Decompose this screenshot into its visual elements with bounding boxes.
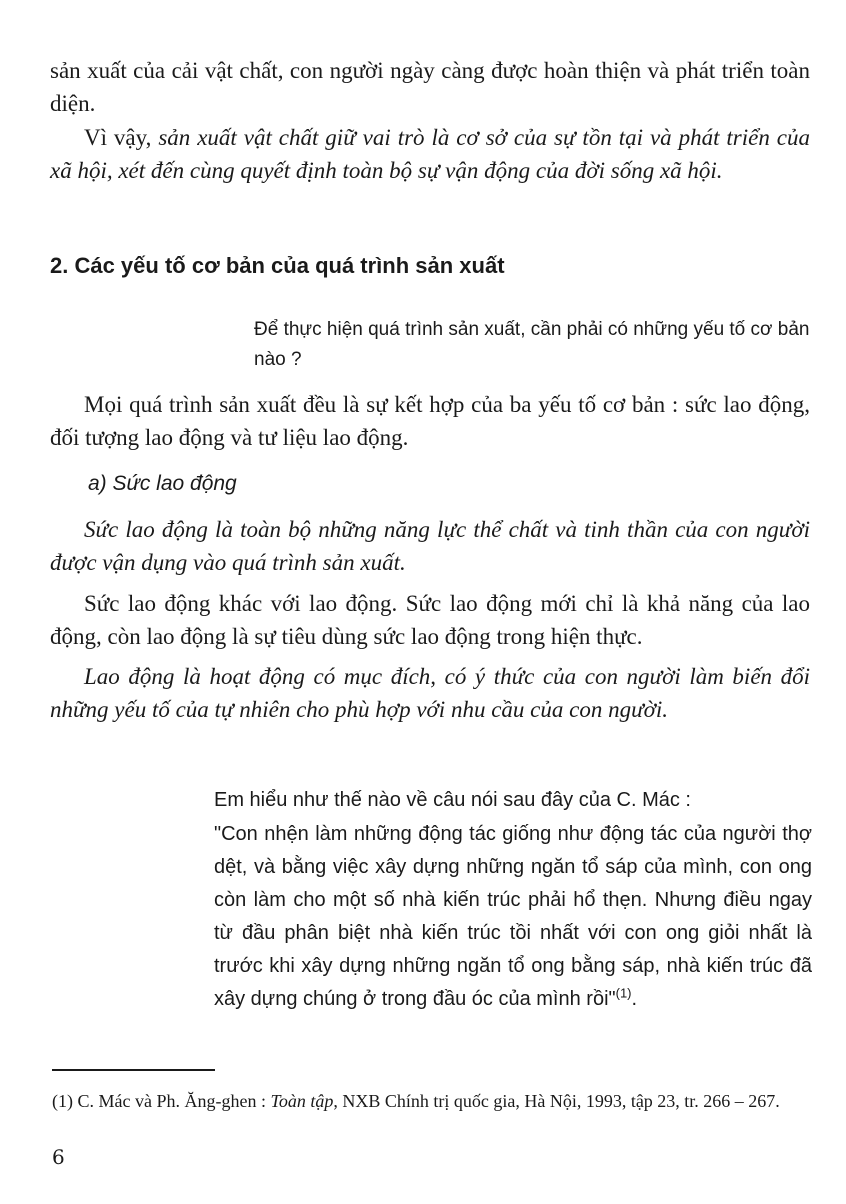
labour-definition-paragraph: Lao động là hoạt động có mục đích, có ý thức của con người làm biến đổi những yếu tố của tự nhiên cho phù hợp với nhu cầu của con người. [50, 664, 810, 722]
footnote-marker: (1) [52, 1091, 73, 1111]
footnote-authors: C. Mác và Ph. Ăng-ghen : [73, 1091, 271, 1111]
footnote-reference: (1) [615, 985, 632, 1001]
marx-quote-text: "Con nhện làm những động tác giống như động tác của người thợ dệt, và bằng việc xây dựng những ngăn tổ sáp của mình, con ong còn làm cho một số nhà kiến trúc phải hổ thẹn. Nhưng điều ngay từ đầu phân biệt nhà kiến trúc tồi nhất với con ong giỏi nhất là trước khi xây dựng những ngăn tổ ong bằng sáp, nhà kiến trúc đã xây dựng chúng ở trong đầu óc của mình rồi" [214, 823, 812, 1010]
footnote-divider [52, 1069, 215, 1071]
subheading: a) Sức lao động [88, 472, 237, 495]
page-number: 6 [52, 1145, 65, 1169]
intro-paragraph: sản xuất của cải vật chất, con người ngày càng được hoàn thiện và phát triển toàn diện. [50, 58, 810, 116]
conclusion-lead: Vì vậy, [84, 125, 159, 150]
footnote-work: Toàn tập [270, 1091, 334, 1111]
footnote-details: , NXB Chính trị quốc gia, Hà Nội, 1993, tập 23, tr. 266 – 267. [333, 1091, 780, 1111]
marx-quote [214, 818, 812, 1016]
distinction-paragraph: Sức lao động khác với lao động. Sức lao động mới chỉ là khả năng của lao động, còn lao động là sự tiêu dùng sức lao động trong hiện thực. [50, 591, 810, 649]
section-heading: 2. Các yếu tố cơ bản của quá trình sản xuất [50, 253, 505, 278]
footnote [52, 1088, 812, 1115]
elements-paragraph: Mọi quá trình sản xuất đều là sự kết hợp của ba yếu tố cơ bản : sức lao động, đối tượng lao động và tư liệu lao động. [50, 392, 810, 450]
quote-period: . [631, 988, 638, 1010]
conclusion-paragraph [50, 121, 810, 187]
definition-paragraph: Sức lao động là toàn bộ những năng lực thể chất và tinh thần của con người được vận dụng vào quá trình sản xuất. [50, 517, 810, 575]
conclusion-italic: sản xuất vật chất giữ vai trò là cơ sở của sự tồn tại và phát triển của xã hội, xét đến cùng quyết định toàn bộ sự vận động của đời sống xã hội. [50, 125, 810, 183]
exercise-prompt: Em hiểu như thế nào về câu nói sau đây của C. Mác : [214, 789, 691, 811]
guiding-question: Để thực hiện quá trình sản xuất, cần phải có những yếu tố cơ bản nào ? [254, 319, 810, 370]
